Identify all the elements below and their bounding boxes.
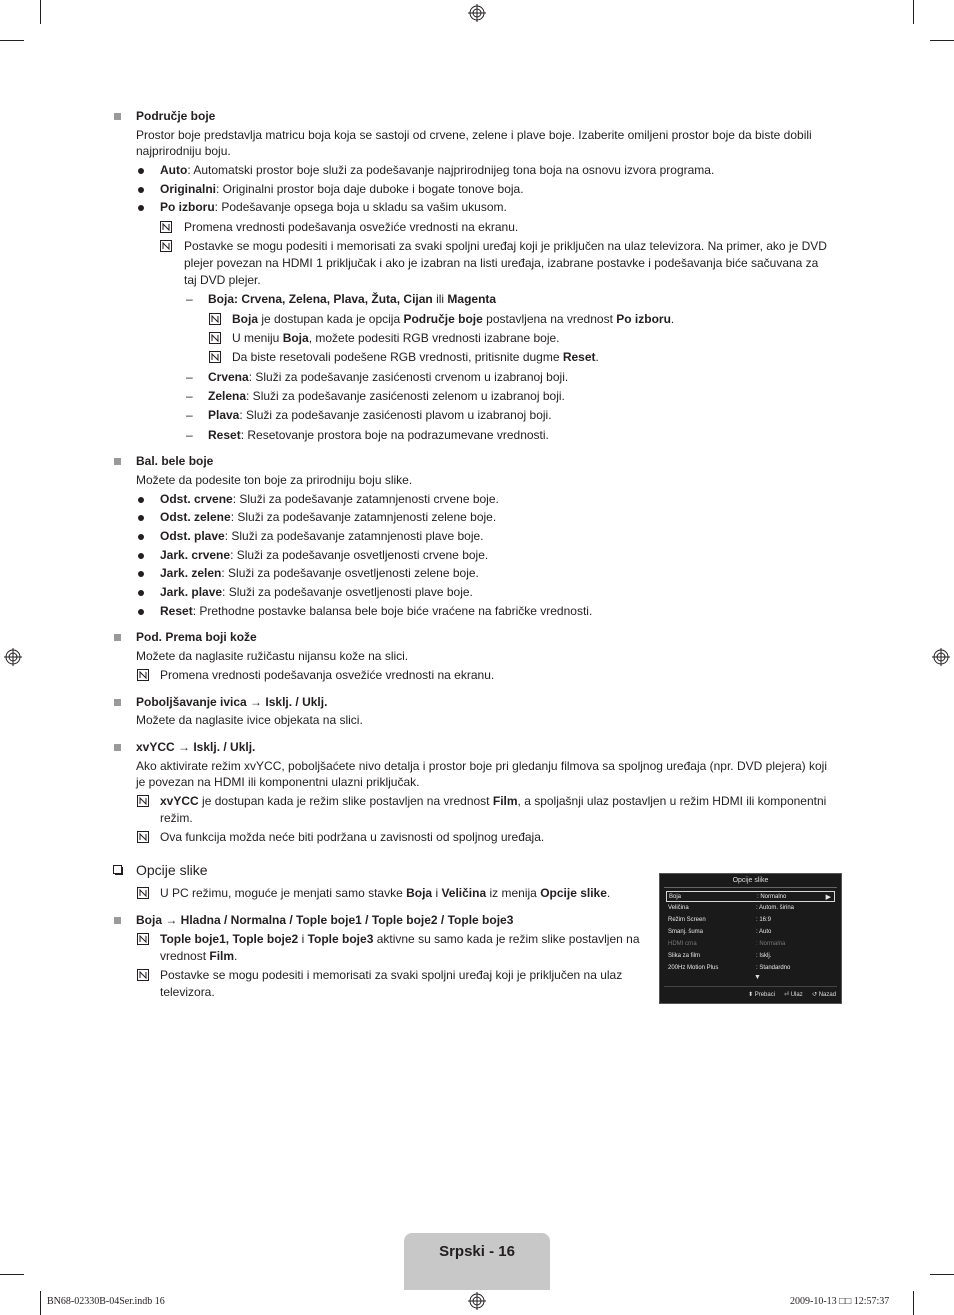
registration-mark-icon — [468, 4, 486, 22]
paragraph: Prostor boje predstavlja matricu boja koja se sastoji od crvene, zelene i plave boje. Izaberite omiljeni prostor boje da biste dobili — [136, 128, 812, 142]
note-text: Da biste resetovali podešene RGB vrednosti, pritisnite dugme Reset. — [232, 350, 599, 364]
checkbox-bullet-icon — [113, 865, 123, 875]
note-icon — [137, 795, 149, 807]
tv-menu-row[interactable]: Veličina : Autom. širina — [668, 905, 795, 911]
move-icon: ⬍ — [748, 992, 754, 998]
list-item: Odst. plave: Služi za podešavanje zatamnjenosti plave boje. — [160, 529, 484, 543]
crop-mark — [40, 1291, 41, 1315]
sub-item: Plava: Služi za podešavanje zasićenosti plavom u izabranoj boji. — [208, 408, 552, 422]
page-number-tab — [404, 1233, 550, 1290]
note-text: Postavke se mogu podesiti i memorisati za svaki spoljni uređaj koji je priključen na ulaz televizora. Na primer, ako je DVD — [184, 239, 827, 253]
print-footer-right: 2009-10-13 □□ 12:57:37 — [790, 1296, 890, 1307]
bullet-icon — [138, 590, 144, 596]
arrow-right-icon: ▶ — [825, 894, 831, 901]
list-item: Jark. zelen: Služi za podešavanje osvetljenosti zelene boje. — [160, 566, 479, 580]
bullet-icon — [138, 571, 144, 577]
registration-mark-icon — [932, 648, 950, 666]
bullet-icon — [138, 553, 144, 559]
tv-menu-screenshot — [659, 873, 842, 1004]
tv-menu-divider — [664, 887, 837, 888]
note-text: taj DVD plejer. — [184, 273, 261, 287]
bullet-icon — [138, 515, 144, 521]
note-text: xvYCC je dostupan kada je režim slike postavljen na vrednost Film, a spoljašnji ulaz postavljen u režim HDMI ili komponentni — [160, 794, 827, 808]
tv-footer-enter: ⏎ Ulaz — [784, 992, 803, 998]
bullet-icon — [138, 609, 144, 615]
crop-mark — [930, 40, 954, 41]
paragraph: Možete da podesite ton boje za prirodniju boju slike. — [136, 473, 413, 487]
sub-item: Reset: Resetovanje prostora boje na podrazumevane vrednosti. — [208, 428, 549, 442]
square-bullet-icon — [114, 634, 121, 641]
note-text: Ova funkcija možda neće biti podržana u zavisnosti od spoljnog uređaja. — [160, 830, 545, 844]
bullet-icon — [138, 168, 144, 174]
note-text: vrednost Film. — [160, 949, 238, 963]
note-text: U PC režimu, moguće je menjati samo stavke Boja i Veličina iz menija Opcije slike. — [160, 886, 611, 900]
square-bullet-icon — [114, 917, 121, 924]
section-title: Poboljšavanje ivica → Isklj. / Uklj. — [136, 695, 328, 709]
note-icon — [137, 933, 149, 945]
crop-mark — [913, 0, 914, 24]
note-text: Boja je dostupan kada je opcija Područje boje postavljena na vrednost Po izboru. — [232, 312, 675, 326]
tv-menu-row[interactable]: Smanj. šuma : Auto — [668, 929, 772, 935]
note-icon — [137, 887, 149, 899]
note-text: televizora. — [160, 985, 215, 999]
return-icon: ↺ — [812, 992, 818, 998]
dash-bullet: – — [186, 389, 193, 403]
note-text: Promena vrednosti podešavanja osvežiće vrednosti na ekranu. — [160, 668, 495, 682]
note-icon — [160, 240, 172, 252]
tv-menu-row[interactable]: 200Hz Motion Plus : Standardno — [668, 965, 791, 971]
tv-footer-move: ⬍ Prebaci — [748, 992, 776, 998]
crop-mark — [930, 1274, 954, 1275]
dash-bullet: – — [186, 408, 193, 422]
list-item: Originalni: Originalni prostor boja daje duboke i bogate tonove boja. — [160, 182, 524, 196]
list-item: Auto: Automatski prostor boje služi za podešavanje najprirodnijeg tona boja na osnovu izvora programa. — [160, 163, 715, 177]
print-footer-left: BN68-02330B-04Ser.indb 16 — [47, 1296, 165, 1307]
bullet-icon — [138, 205, 144, 211]
note-icon — [209, 351, 221, 363]
tv-footer-back: ↺ Nazad — [812, 992, 837, 998]
bullet-icon — [138, 187, 144, 193]
note-text: plejer povezan na HDMI 1 priključak i ako je izabran na listi uređaja, izabrane postavke i podešavanja biće sačuvana za — [184, 256, 819, 270]
note-icon — [137, 669, 149, 681]
dash-bullet: – — [186, 370, 193, 384]
crop-mark — [0, 1274, 24, 1275]
tv-menu-row[interactable]: Boja : Normalno ▶ — [666, 891, 835, 902]
tv-menu-row: HDMI crna : Normalna — [668, 941, 786, 947]
tv-menu-row[interactable]: Slika za film : Isklj. — [668, 953, 772, 959]
tv-menu-title: Opcije slike — [732, 877, 769, 884]
registration-mark-icon — [4, 648, 22, 666]
tv-menu-row[interactable]: Režim Screen : 16:9 — [668, 917, 772, 923]
note-text: Postavke se mogu podesiti i memorisati za svaki spoljni uređaj koji je priključen na ulaz — [160, 968, 623, 982]
dash-bullet: – — [186, 292, 193, 306]
list-item: Reset: Prethodne postavke balansa bele boje biće vraćene na fabričke vrednosti. — [160, 604, 593, 618]
sub-item: Boja: Crvena, Zelena, Plava, Žuta, Cijan ili Magenta — [208, 292, 497, 306]
list-item: Odst. crvene: Služi za podešavanje zatamnjenosti crvene boje. — [160, 492, 499, 506]
section-title: Bal. bele boje — [136, 454, 214, 468]
crop-mark — [0, 40, 24, 41]
paragraph: je povezan na HDMI ili komponentni ulazni priključak. — [136, 775, 420, 789]
subsection-title: Opcije slike — [136, 862, 208, 878]
note-icon — [160, 221, 172, 233]
registration-mark-icon — [468, 1292, 486, 1310]
square-bullet-icon — [114, 458, 121, 465]
section-title: Područje boje — [136, 109, 216, 123]
square-bullet-icon — [114, 699, 121, 706]
note-icon — [137, 831, 149, 843]
sub-item: Zelena: Služi za podešavanje zasićenosti zelenom u izabranoj boji. — [208, 389, 565, 403]
enter-icon: ⏎ — [784, 992, 790, 998]
bullet-icon — [138, 497, 144, 503]
section-title: xvYCC → Isklj. / Uklj. — [136, 740, 256, 754]
note-text: U meniju Boja, možete podesiti RGB vrednosti izabrane boje. — [232, 331, 560, 345]
section-title: Boja → Hladna / Normalna / Tople boje1 / Tople boje2 / Tople boje3 — [136, 913, 514, 927]
paragraph: Možete da naglasite ivice objekata na slici. — [136, 713, 363, 727]
list-item: Odst. zelene: Služi za podešavanje zatamnjenosti zelene boje. — [160, 510, 497, 524]
dash-bullet: – — [186, 428, 193, 442]
note-text: Promena vrednosti podešavanja osvežiće vrednosti na ekranu. — [184, 220, 519, 234]
paragraph: Ako aktivirate režim xvYCC, poboljšaćete nivo detalja i prostor boje pri gledanju filmova sa spoljnog uređaja (npr. DVD plejera) koji — [136, 759, 828, 773]
list-item: Jark. crvene: Služi za podešavanje osvetljenosti crvene boje. — [160, 548, 489, 562]
scroll-down-icon[interactable]: ▼ — [754, 974, 761, 981]
paragraph: najprirodniju boju. — [136, 144, 231, 158]
note-icon — [137, 969, 149, 981]
square-bullet-icon — [114, 113, 121, 120]
sub-item: Crvena: Služi za podešavanje zasićenosti crvenom u izabranoj boji. — [208, 370, 569, 384]
crop-mark — [40, 0, 41, 24]
note-icon — [209, 332, 221, 344]
tv-menu-divider — [664, 986, 837, 987]
list-item: Jark. plave: Služi za podešavanje osvetljenosti plave boje. — [160, 585, 473, 599]
bullet-icon — [138, 534, 144, 540]
square-bullet-icon — [114, 744, 121, 751]
crop-mark — [913, 1291, 914, 1315]
paragraph: Možete da naglasite ružičastu nijansu kože na slici. — [136, 649, 409, 663]
section-title: Pod. Prema boji kože — [136, 630, 257, 644]
note-text: Tople boje1, Tople boje2 i Tople boje3 aktivne su samo kada je režim slike postavljen na — [160, 932, 640, 946]
note-icon — [209, 313, 221, 325]
list-item: Po izboru: Podešavanje opsega boja u skladu sa vašim ukusom. — [160, 200, 507, 214]
page-number: Srpski - 16 — [439, 1243, 515, 1260]
note-text: režim. — [160, 811, 193, 825]
